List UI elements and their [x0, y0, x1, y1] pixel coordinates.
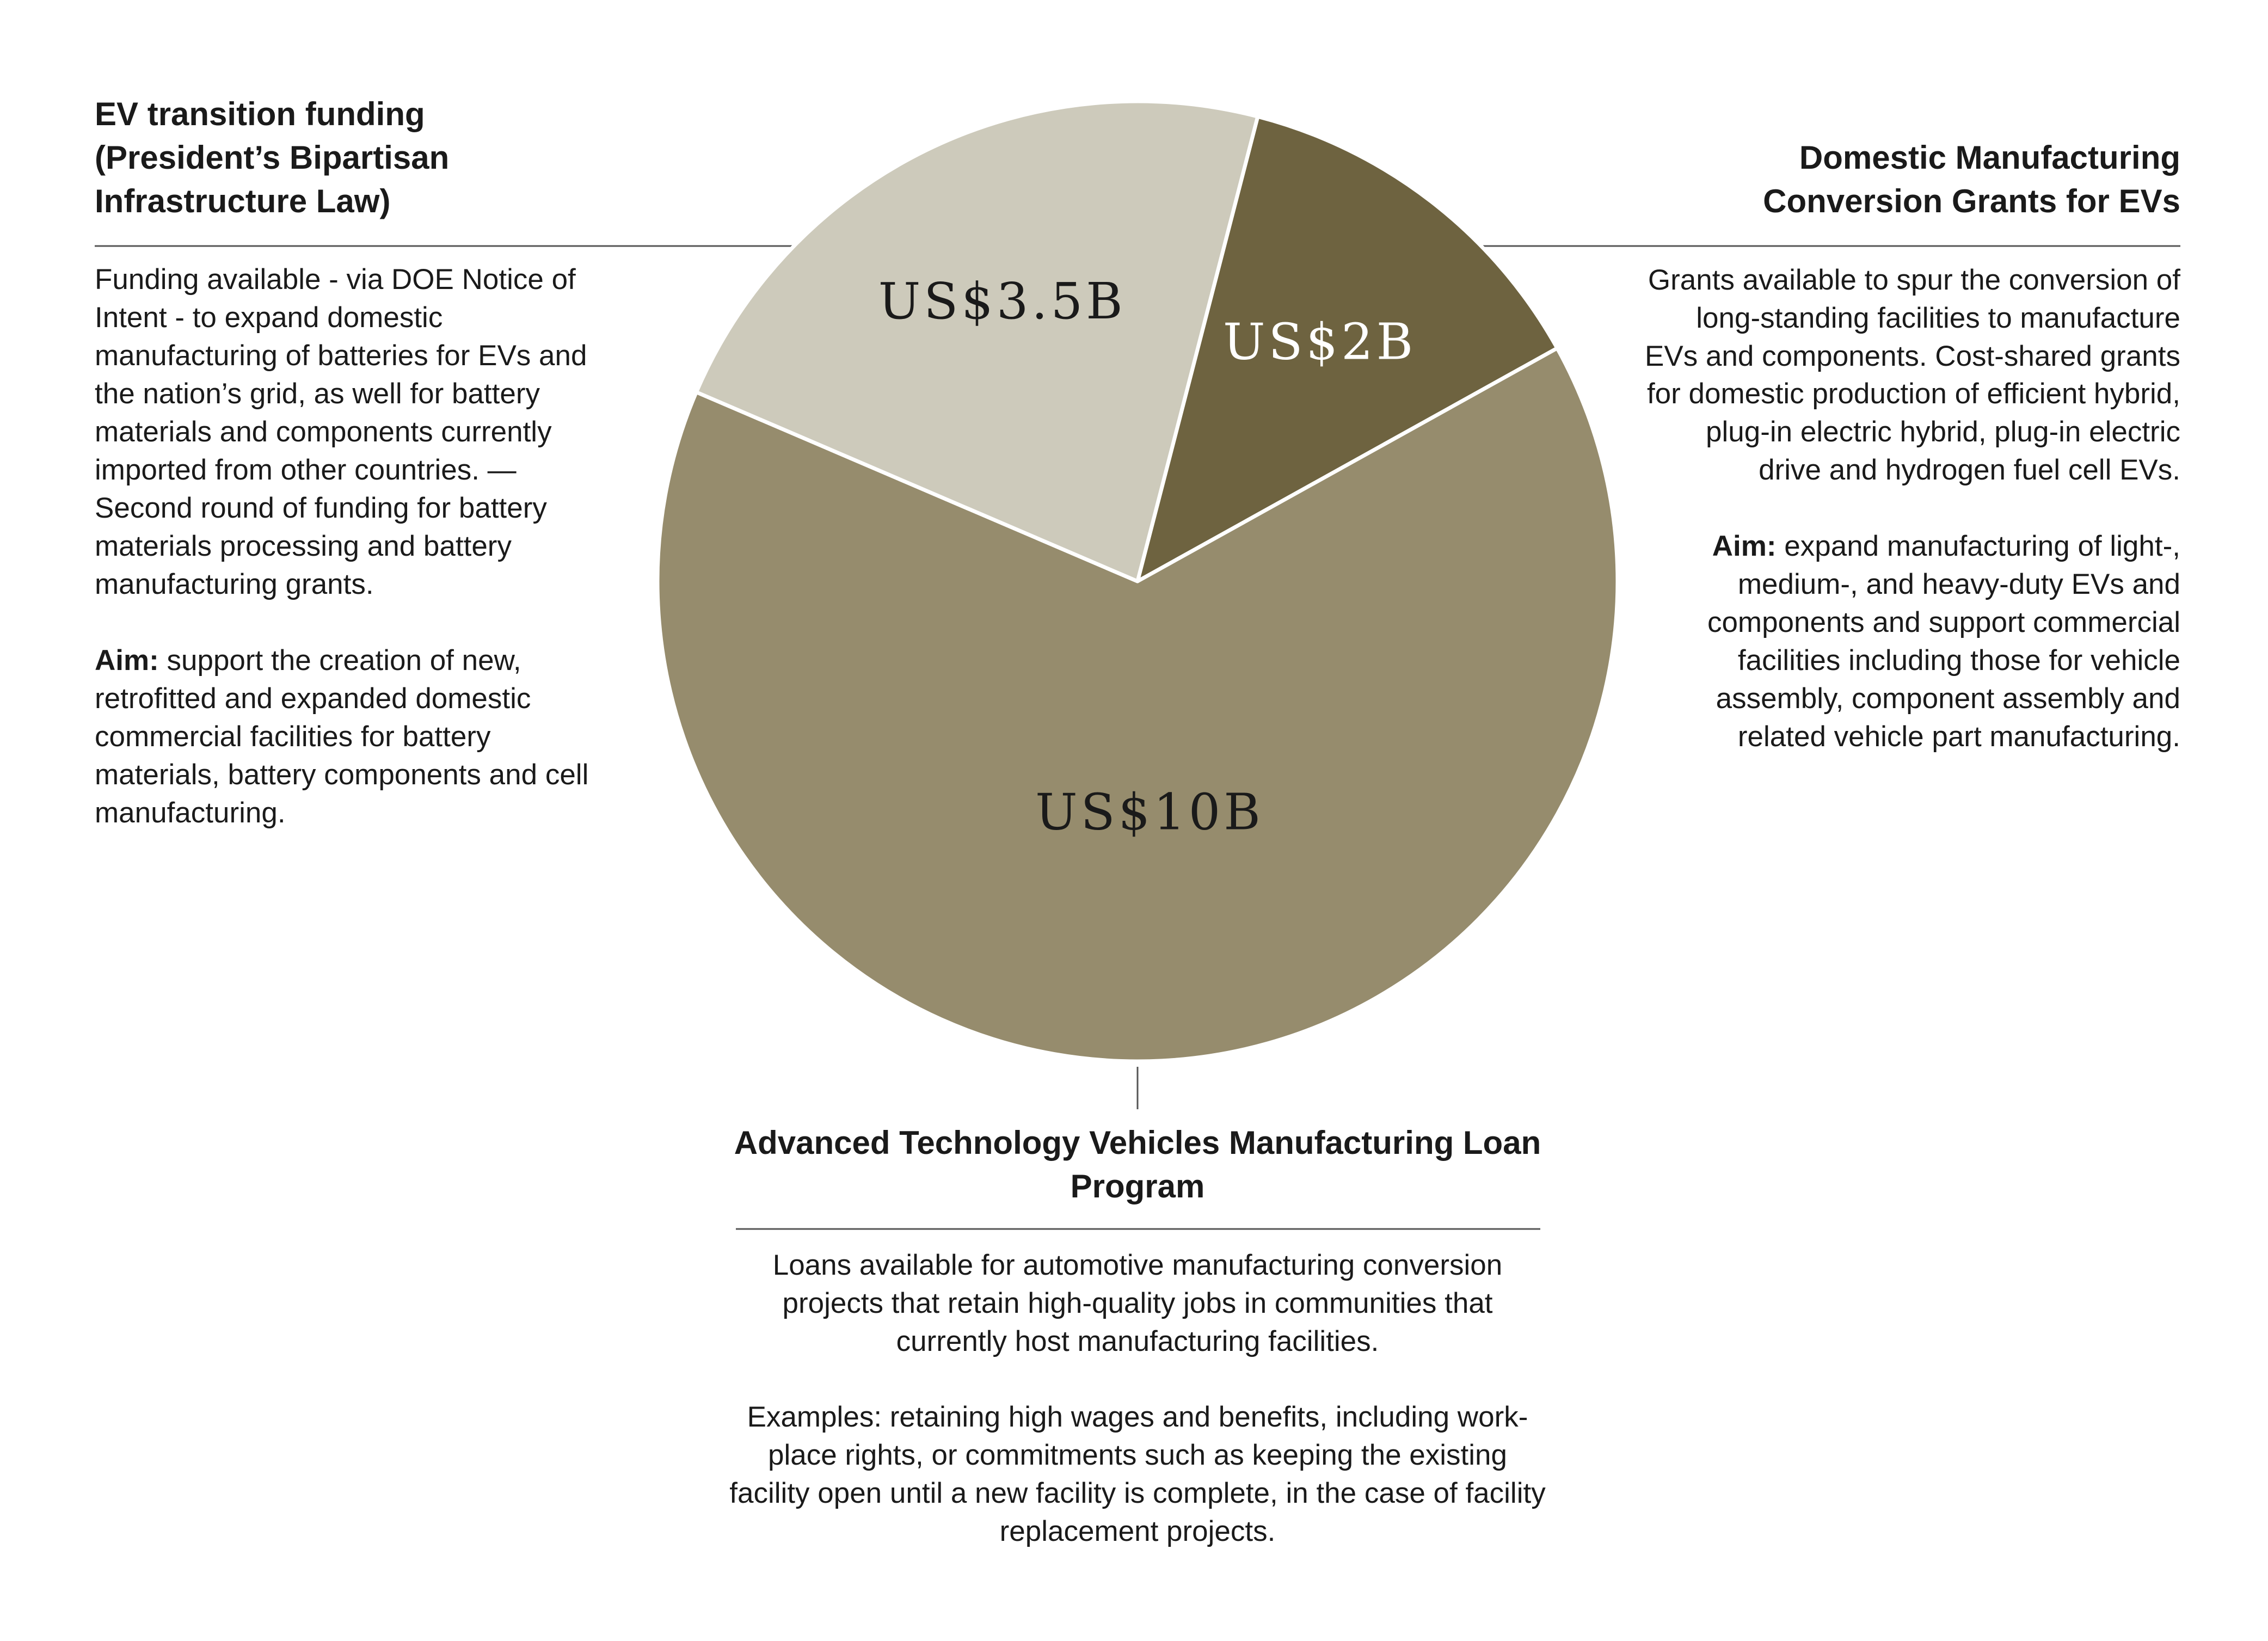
pie-label-us-3-5b: US$3.5B	[878, 272, 1126, 331]
panel-right-aim	[1638, 527, 2180, 756]
panel-loan-program	[729, 1121, 1546, 1551]
pie-label-us-2b: US$2B	[1222, 312, 1417, 371]
panel-right-title: Domestic Manufacturing Conversion Grants for EVs	[1763, 139, 2180, 219]
panel-right-body: Grants available to spur the conversion of long-standing facilities to manufacture EVs and components. Cost-shared grants for domestic production of efficient hybrid, plug-in electric hybrid, plug-in electric drive and hydrogen fuel cell EVs.	[1645, 263, 2180, 487]
panel-left-aim-text: support the creation of new, retrofitted and expanded domestic commercial facilities for battery materials, battery components and cell manufacturing.	[95, 644, 589, 829]
panel-right-aim-text: expand manufacturing of light-, medium-, and heavy-duty EVs and components and support commercial facilities including those for vehicle assembly, component assembly and related vehicle part manufacturing.	[1707, 530, 2180, 753]
panel-left-aim-label: Aim:	[95, 644, 159, 677]
panel-bottom-title: Advanced Technology Vehicles Manufacturing Loan Program	[734, 1124, 1541, 1204]
panel-conversion-grants	[1638, 136, 2180, 756]
panel-left-aim	[95, 642, 601, 832]
panel-right-aim-label: Aim:	[1712, 530, 1777, 563]
panel-bottom-examples: Examples: retaining high wages and benefits, including work-place rights, or commitments such as keeping the existing facility open until a new facility is complete, in the case of facility replacement projects.	[729, 1401, 1546, 1548]
panel-left-title: EV transition funding (President’s Bipartisan Infrastructure Law)	[95, 96, 450, 219]
pie-label-us-10b: US$10B	[1035, 783, 1264, 841]
panel-bottom-body: Loans available for automotive manufacturing conversion projects that retain high-quality jobs in communities that currently host manufacturing facilities.	[772, 1249, 1503, 1357]
panel-ev-transition-funding	[95, 93, 601, 832]
panel-left-body: Funding available - via DOE Notice of Intent - to expand domestic manufacturing of batteries for EVs and the nation’s grid, as well for battery materials and components currently imported from other countries. —Second round of funding for battery materials processing and battery manufacturing grants.	[95, 263, 587, 601]
